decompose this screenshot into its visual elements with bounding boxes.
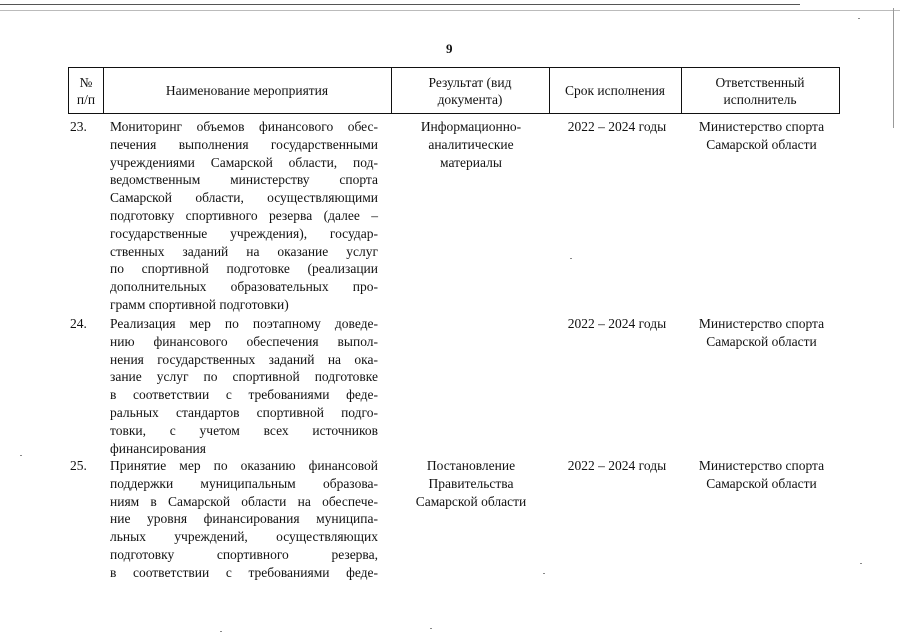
name-line: льных учреждений, осуществляющих xyxy=(110,529,378,545)
name-line: дополнительных образовательных про- xyxy=(110,279,378,295)
scan-edge-line xyxy=(0,4,800,5)
header-name-label: Наименование мероприятия xyxy=(165,83,329,98)
scan-speck xyxy=(430,628,432,629)
scan-speck xyxy=(858,18,860,19)
row-responsible: Министерство спорта Самарской области xyxy=(698,316,825,349)
header-num xyxy=(68,67,104,114)
scan-speck xyxy=(20,455,22,456)
name-line: ведомственным министерству спорта xyxy=(110,172,378,188)
name-line: учреждениями Самарской области, под- xyxy=(110,154,378,170)
name-line: печения выполнения государственными xyxy=(110,136,378,152)
header-term-label: Срок исполнения xyxy=(564,83,666,98)
page-number: 9 xyxy=(446,41,453,56)
name-line: подготовку спортивного резерва (далее – xyxy=(110,207,378,223)
scan-edge-line xyxy=(893,8,894,128)
name-line: грамм спортивной подготовки) xyxy=(110,296,289,312)
name-line: нию финансового обеспечения выпол- xyxy=(110,333,378,349)
row-name xyxy=(110,315,378,457)
header-responsible xyxy=(681,67,840,114)
row-name xyxy=(110,118,378,314)
name-line: в соответствии с требованиями феде- xyxy=(110,387,378,403)
row-result: Информационно-аналитические материалы xyxy=(420,119,522,170)
row-term: 2022 – 2024 годы xyxy=(567,316,667,331)
name-line: по спортивной подготовке (реализации xyxy=(110,261,378,277)
header-num-label: № п/п xyxy=(76,74,96,107)
name-line: государственные учреждения), государ- xyxy=(110,225,378,241)
row-responsible: Министерство спорта Самарской области xyxy=(698,119,825,152)
header-term xyxy=(549,67,682,114)
scan-speck xyxy=(570,258,572,259)
name-line: финансирования xyxy=(110,440,206,456)
name-line: зание услуг по спортивной подготовке xyxy=(110,369,378,385)
name-line: в соответствии с требованиями феде- xyxy=(110,564,378,580)
name-line: нения государственных заданий на ока- xyxy=(110,351,378,367)
row-number: 23. xyxy=(70,119,87,134)
name-line: ральных стандартов спортивной подго- xyxy=(110,404,378,420)
name-line: Мониторинг объемов финансового обес- xyxy=(110,119,378,134)
row-responsible: Министерство спорта Самарской области xyxy=(698,458,825,491)
header-name xyxy=(103,67,392,114)
row-term: 2022 – 2024 годы xyxy=(567,119,667,134)
row-result: Постановление Правительства Самарской области xyxy=(415,458,527,509)
name-line: Принятие мер по оказанию финансовой xyxy=(110,458,378,473)
scan-speck xyxy=(220,631,222,632)
name-line: ниям в Самарской области на обеспече- xyxy=(110,493,378,509)
header-result-label: Результат (вид документа) xyxy=(428,74,512,107)
header-responsible-label: Ответственный исполнитель xyxy=(715,74,805,107)
row-term: 2022 – 2024 годы xyxy=(567,458,667,473)
header-result xyxy=(391,67,550,114)
name-line: ственных заданий на оказание услуг xyxy=(110,243,378,259)
name-line: подготовку спортивного резерва, xyxy=(110,546,378,562)
row-number: 25. xyxy=(70,458,87,473)
name-line: поддержки муниципальным образова- xyxy=(110,475,378,491)
scan-speck xyxy=(860,563,862,564)
scan-edge-line xyxy=(0,10,900,11)
name-line: Реализация мер по поэтапному доведе- xyxy=(110,316,378,331)
name-line: ние уровня финансирования муниципа- xyxy=(110,511,378,527)
name-line: товки, с учетом всех источников xyxy=(110,422,378,438)
scan-speck xyxy=(543,573,545,574)
row-name xyxy=(110,457,378,582)
row-number: 24. xyxy=(70,316,87,331)
name-line: Самарской области, осуществляющими xyxy=(110,190,378,206)
